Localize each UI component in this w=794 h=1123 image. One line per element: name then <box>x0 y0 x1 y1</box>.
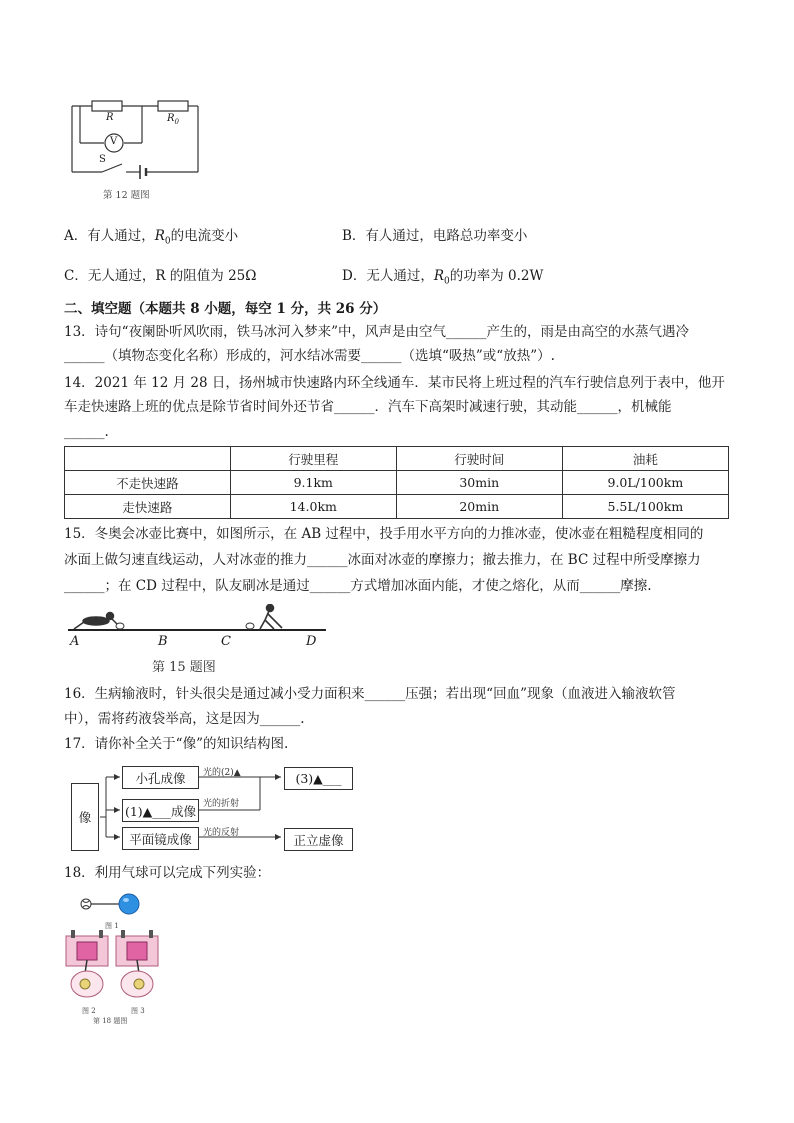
label-v: V <box>110 136 118 147</box>
point-a-label: A <box>70 634 80 649</box>
table-cell: 30min <box>396 471 562 495</box>
table-cell: 9.1km <box>230 471 396 495</box>
fan-icon <box>81 899 91 909</box>
q14-line1: 14．2021 年 12 月 28 日，扬州城市快速路内环全线通车．某市民将上班过程的汽车行驶信息列于表中，他开 <box>64 375 725 391</box>
label-r0: $R_0$ <box>167 113 179 126</box>
q15-line2: 冰面上做匀速直线运动，人对冰壶的推力______冰面对冰壶的摩擦力；撤去推力，在 BC 过程中所受摩擦力 <box>64 552 701 568</box>
mirror-box: 平面镜成像 <box>122 827 199 850</box>
point-c-label: C <box>221 634 231 649</box>
q13-line2: ______（填物态变化名称）形成的，河水结冰需要______（选填“吸热”或“放热”）. <box>64 348 555 364</box>
balloon-icon <box>119 894 139 914</box>
fig3-label: 图 3 <box>131 1007 145 1015</box>
label-r: R <box>106 112 114 123</box>
table-cell: 20min <box>396 495 562 519</box>
table-header-row <box>65 447 729 471</box>
pinhole-box: 小孔成像 <box>122 766 199 789</box>
q16-line1: 16．生病输液时，针头很尖是通过减小受力面积来______压强；若出现“回血”现象（血液进入输液软管 <box>64 686 676 702</box>
upright-virtual-image-box: 正立虚像 <box>284 828 353 851</box>
arrow-label-1: 光的(2)▲ <box>203 768 241 778</box>
option-d: D．无人通过，$R_0$的功率为 0.2W <box>342 268 544 287</box>
refraction-image-box: (1)▲___成像 <box>122 799 199 822</box>
stone-icon <box>116 623 124 629</box>
circuit-diagram <box>60 92 210 202</box>
table-header-cell: 行驶时间 <box>396 447 562 471</box>
engine-figure-3 <box>116 930 158 997</box>
table-header-cell: 油耗 <box>562 447 728 471</box>
point-d-label: D <box>306 634 317 649</box>
option-b: B．有人通过，电路总功率变小 <box>342 228 528 244</box>
fig15-caption: 第 15 题图 <box>152 660 216 675</box>
stone-icon <box>246 623 254 629</box>
option-c: C．无人通过，R 的阻值为 25Ω <box>64 268 257 284</box>
table-header-cell <box>65 447 231 471</box>
engine-diagrams <box>62 928 162 1010</box>
table-cell: 走快速路 <box>65 495 231 519</box>
q13-line1: 13．诗句“夜阑卧听风吹雨，铁马冰河入梦来”中，风声是由空气______产生的，雨是由高空的水蒸气遇冷 <box>64 324 689 340</box>
q15-line1: 15．冬奥会冰壶比赛中，如图所示，在 AB 过程中，投手用水平方向的力推冰壶，使冰壶在粗糙程度相同的 <box>64 526 704 542</box>
engine-figure-2 <box>66 930 108 997</box>
section-title: 二、填空题（本题共 8 小题，每空 1 分，共 26 分） <box>64 301 387 317</box>
label-s: S <box>99 154 106 165</box>
table-header-cell: 行驶里程 <box>230 447 396 471</box>
option-a: A．有人通过，$R_0$的电流变小 <box>64 228 239 247</box>
q14-line2: 车走快速路上班的优点是除节省时间外还节省______．汽车下高架时减速行驶，其动能______，机械能 <box>64 399 672 415</box>
table-row <box>65 471 729 495</box>
table-cell: 5.5L/100km <box>562 495 728 519</box>
q14-line3: ______. <box>64 424 109 440</box>
switch-s <box>102 164 122 172</box>
thrower-figure <box>74 613 118 630</box>
root-box: 像 <box>71 783 99 851</box>
table-row <box>65 495 729 519</box>
sweeper-figure <box>260 605 282 630</box>
q16-line2: 中），需将药液袋举高，这是因为______. <box>64 711 305 727</box>
q17-line1: 17．请你补全关于“像”的知识结构图. <box>64 736 289 752</box>
fig18-caption: 第 18 题图 <box>93 1017 128 1025</box>
curling-diagram <box>64 604 334 644</box>
drive-info-table <box>64 446 729 519</box>
balloon-figure <box>78 890 144 924</box>
arrow-label-2: 光的折射 <box>203 799 240 809</box>
fig1-label: 图 1 <box>105 922 119 930</box>
arrow-label-3: 光的反射 <box>203 828 240 838</box>
image-type-box: (3)▲___ <box>284 767 353 790</box>
table-cell: 9.0L/100km <box>562 471 728 495</box>
resistor-r0 <box>158 101 188 111</box>
point-b-label: B <box>158 634 168 649</box>
table-cell: 14.0km <box>230 495 396 519</box>
fig12-caption: 第 12 题图 <box>103 190 150 201</box>
q15-line3: ______；在 CD 过程中，队友刷冰是通过______方式增加冰面内能，才使之熔化，从而______摩擦. <box>64 578 652 594</box>
resistor-r <box>92 101 122 111</box>
q18-line1: 18．利用气球可以完成下列实验： <box>64 865 271 881</box>
fig2-label: 图 2 <box>82 1007 96 1015</box>
table-cell: 不走快速路 <box>65 471 231 495</box>
